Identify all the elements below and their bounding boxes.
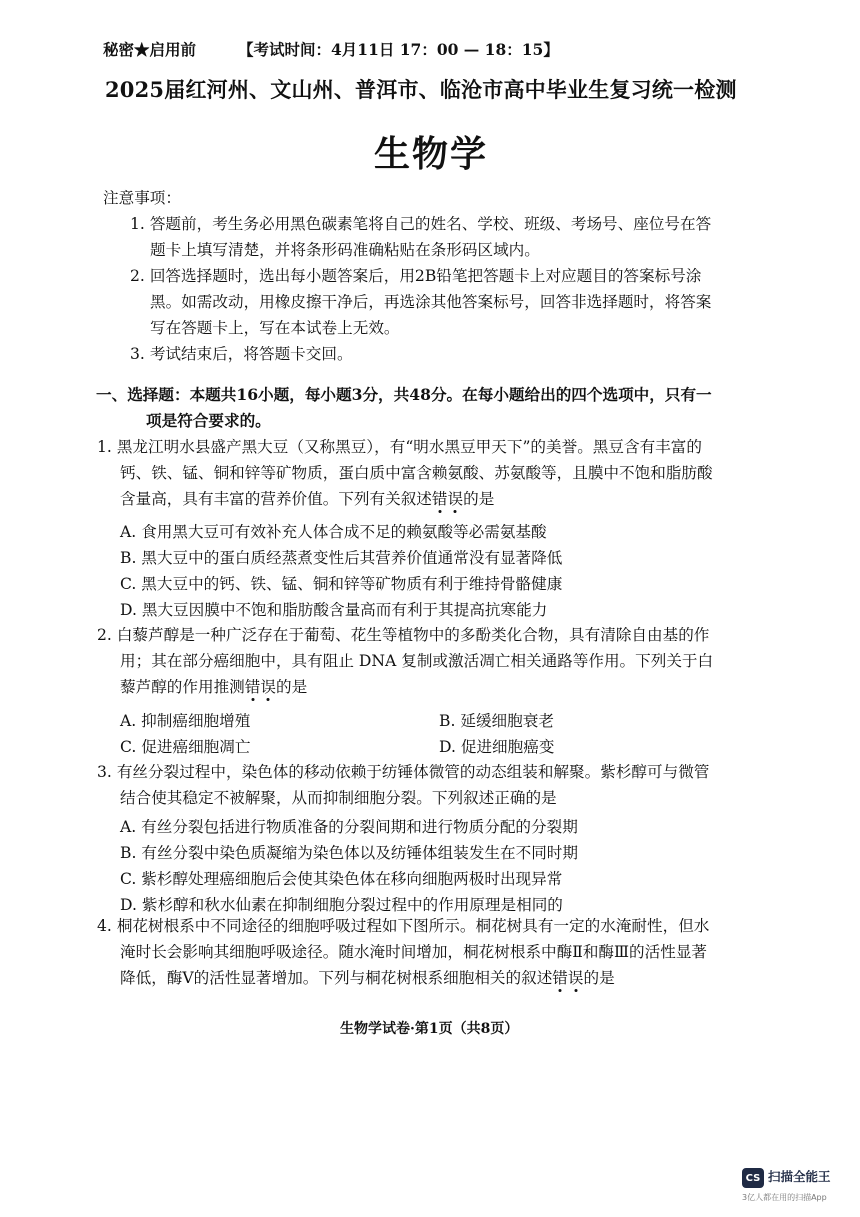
q2-stem-line1: 2. 白藜芦醇是一种广泛存在于葡萄、花生等植物中的多酚类化合物，具有清除自由基的作 xyxy=(97,626,710,644)
q2-stem-line3: 藜芦醇的作用推测错误的是 xyxy=(120,678,308,696)
exam-time: 【考试时间：4月11日 17：00 — 18：15】 xyxy=(238,40,559,59)
q3-option-a: A. 有丝分裂包括进行物质准备的分裂间期和进行物质分配的分裂期 xyxy=(120,818,578,836)
q1-option-b: B. 黑大豆中的蛋白质经蒸煮变性后其营养价值通常没有显著降低 xyxy=(120,549,563,567)
q4-stem-line1: 4. 桐花树根系中不同途径的细胞呼吸过程如下图所示。桐花树具有一定的水淹耐性，但水 xyxy=(97,917,710,935)
emphasis-char: 错 xyxy=(552,969,568,987)
q3-option-d: D. 紫杉醇和秋水仙素在抑制细胞分裂过程中的作用原理是相同的 xyxy=(120,896,563,914)
emphasis-char: 误 xyxy=(447,490,464,508)
q3-stem-line2: 结合使其稳定不被解聚，从而抑制细胞分裂。下列叙述正确的是 xyxy=(120,789,557,807)
q1-stem-line1: 1. 黑龙江明水县盛产黑大豆（又称黑豆），有“明水黑豆甲天下”的美誉。黑豆含有丰富的 xyxy=(97,438,702,456)
exam-title: 2025届红河州、文山州、普洱市、临沧市高中毕业生复习统一检测 xyxy=(105,77,737,102)
scanner-tagline: 3亿人都在用的扫描App xyxy=(742,1193,827,1202)
q2-option-b: B. 延缓细胞衰老 xyxy=(439,712,554,730)
emphasis-char: 错 xyxy=(244,678,261,696)
q2-option-a: A. 抑制癌细胞增殖 xyxy=(120,712,251,730)
note-2-line2: 黑。如需改动，用橡皮擦干净后，再选涂其他答案标号，回答非选择题时，将答案 xyxy=(150,293,712,311)
q2-stem-line2: 用；其在部分癌细胞中，具有阻止 DNA 复制或激活凋亡相关通路等作用。下列关于白 xyxy=(120,652,714,670)
q1-option-a: A. 食用黑大豆可有效补充人体合成不足的赖氨酸等必需氨基酸 xyxy=(120,523,547,541)
q1-stem-line3: 含量高，具有丰富的营养价值。下列有关叙述错误的是 xyxy=(120,490,495,508)
emphasis-char: 误 xyxy=(567,969,584,987)
q2-option-d: D. 促进细胞癌变 xyxy=(439,738,555,756)
q1-stem-line2: 钙、铁、锰、铜和锌等矿物质，蛋白质中富含赖氨酸、苏氨酸等，且膜中不饱和脂肪酸 xyxy=(120,464,713,482)
secret-label: 秘密★启用前 xyxy=(103,40,197,59)
q1-option-c: C. 黑大豆中的钙、铁、锰、铜和锌等矿物质有利于维持骨骼健康 xyxy=(120,575,563,593)
q4-stem-line2: 淹时长会影响其细胞呼吸途径。随水淹时间增加，桐花树根系中酶Ⅱ和酶Ⅲ的活性显著 xyxy=(120,943,708,961)
note-2-line1: 2. 回答选择题时，选出每小题答案后，用2B铅笔把答题卡上对应题目的答案标号涂 xyxy=(130,267,702,285)
subject-title: 生物学 xyxy=(374,133,489,175)
q4-stem-line3: 降低，酶Ⅴ的活性显著增加。下列与桐花树根系细胞相关的叙述错误的是 xyxy=(120,969,615,987)
section-heading-line1: 一、选择题：本题共16小题，每小题3分，共48分。在每小题给出的四个选项中，只有一 xyxy=(96,385,712,404)
note-1-line1: 1. 答题前，考生务必用黑色碳素笔将自己的姓名、学校、班级、考场号、座位号在答 xyxy=(130,215,712,233)
scanner-app-name: 扫描全能王 xyxy=(768,1169,831,1184)
emphasis-char: 误 xyxy=(260,678,276,696)
emphasis-char: 错 xyxy=(431,490,448,508)
q3-option-c: C. 紫杉醇处理癌细胞后会使其染色体在移向细胞两极时出现异常 xyxy=(120,870,563,888)
page-footer: 生物学试卷·第1页（共8页） xyxy=(340,1021,519,1037)
note-2-line3: 写在答题卡上，写在本试卷上无效。 xyxy=(150,319,400,337)
q1-option-d: D. 黑大豆因膜中不饱和脂肪酸含量高而有利于其提高抗寒能力 xyxy=(120,601,548,619)
note-3-line1: 3. 考试结束后，将答题卡交回。 xyxy=(130,345,353,363)
note-1-line2: 题卡上填写清楚，并将条形码准确粘贴在条形码区域内。 xyxy=(150,241,540,259)
section-heading-line2: 项是符合要求的。 xyxy=(146,411,271,430)
q3-stem-line1: 3. 有丝分裂过程中，染色体的移动依赖于纺锤体微管的动态组装和解聚。紫杉醇可与微管 xyxy=(97,763,710,781)
q2-option-c: C. 促进癌细胞凋亡 xyxy=(120,738,251,756)
notes-heading: 注意事项： xyxy=(103,189,181,207)
q3-option-b: B. 有丝分裂中染色质凝缩为染色体以及纺锤体组装发生在不同时期 xyxy=(120,844,578,862)
camscanner-logo-icon: CS xyxy=(742,1168,764,1188)
